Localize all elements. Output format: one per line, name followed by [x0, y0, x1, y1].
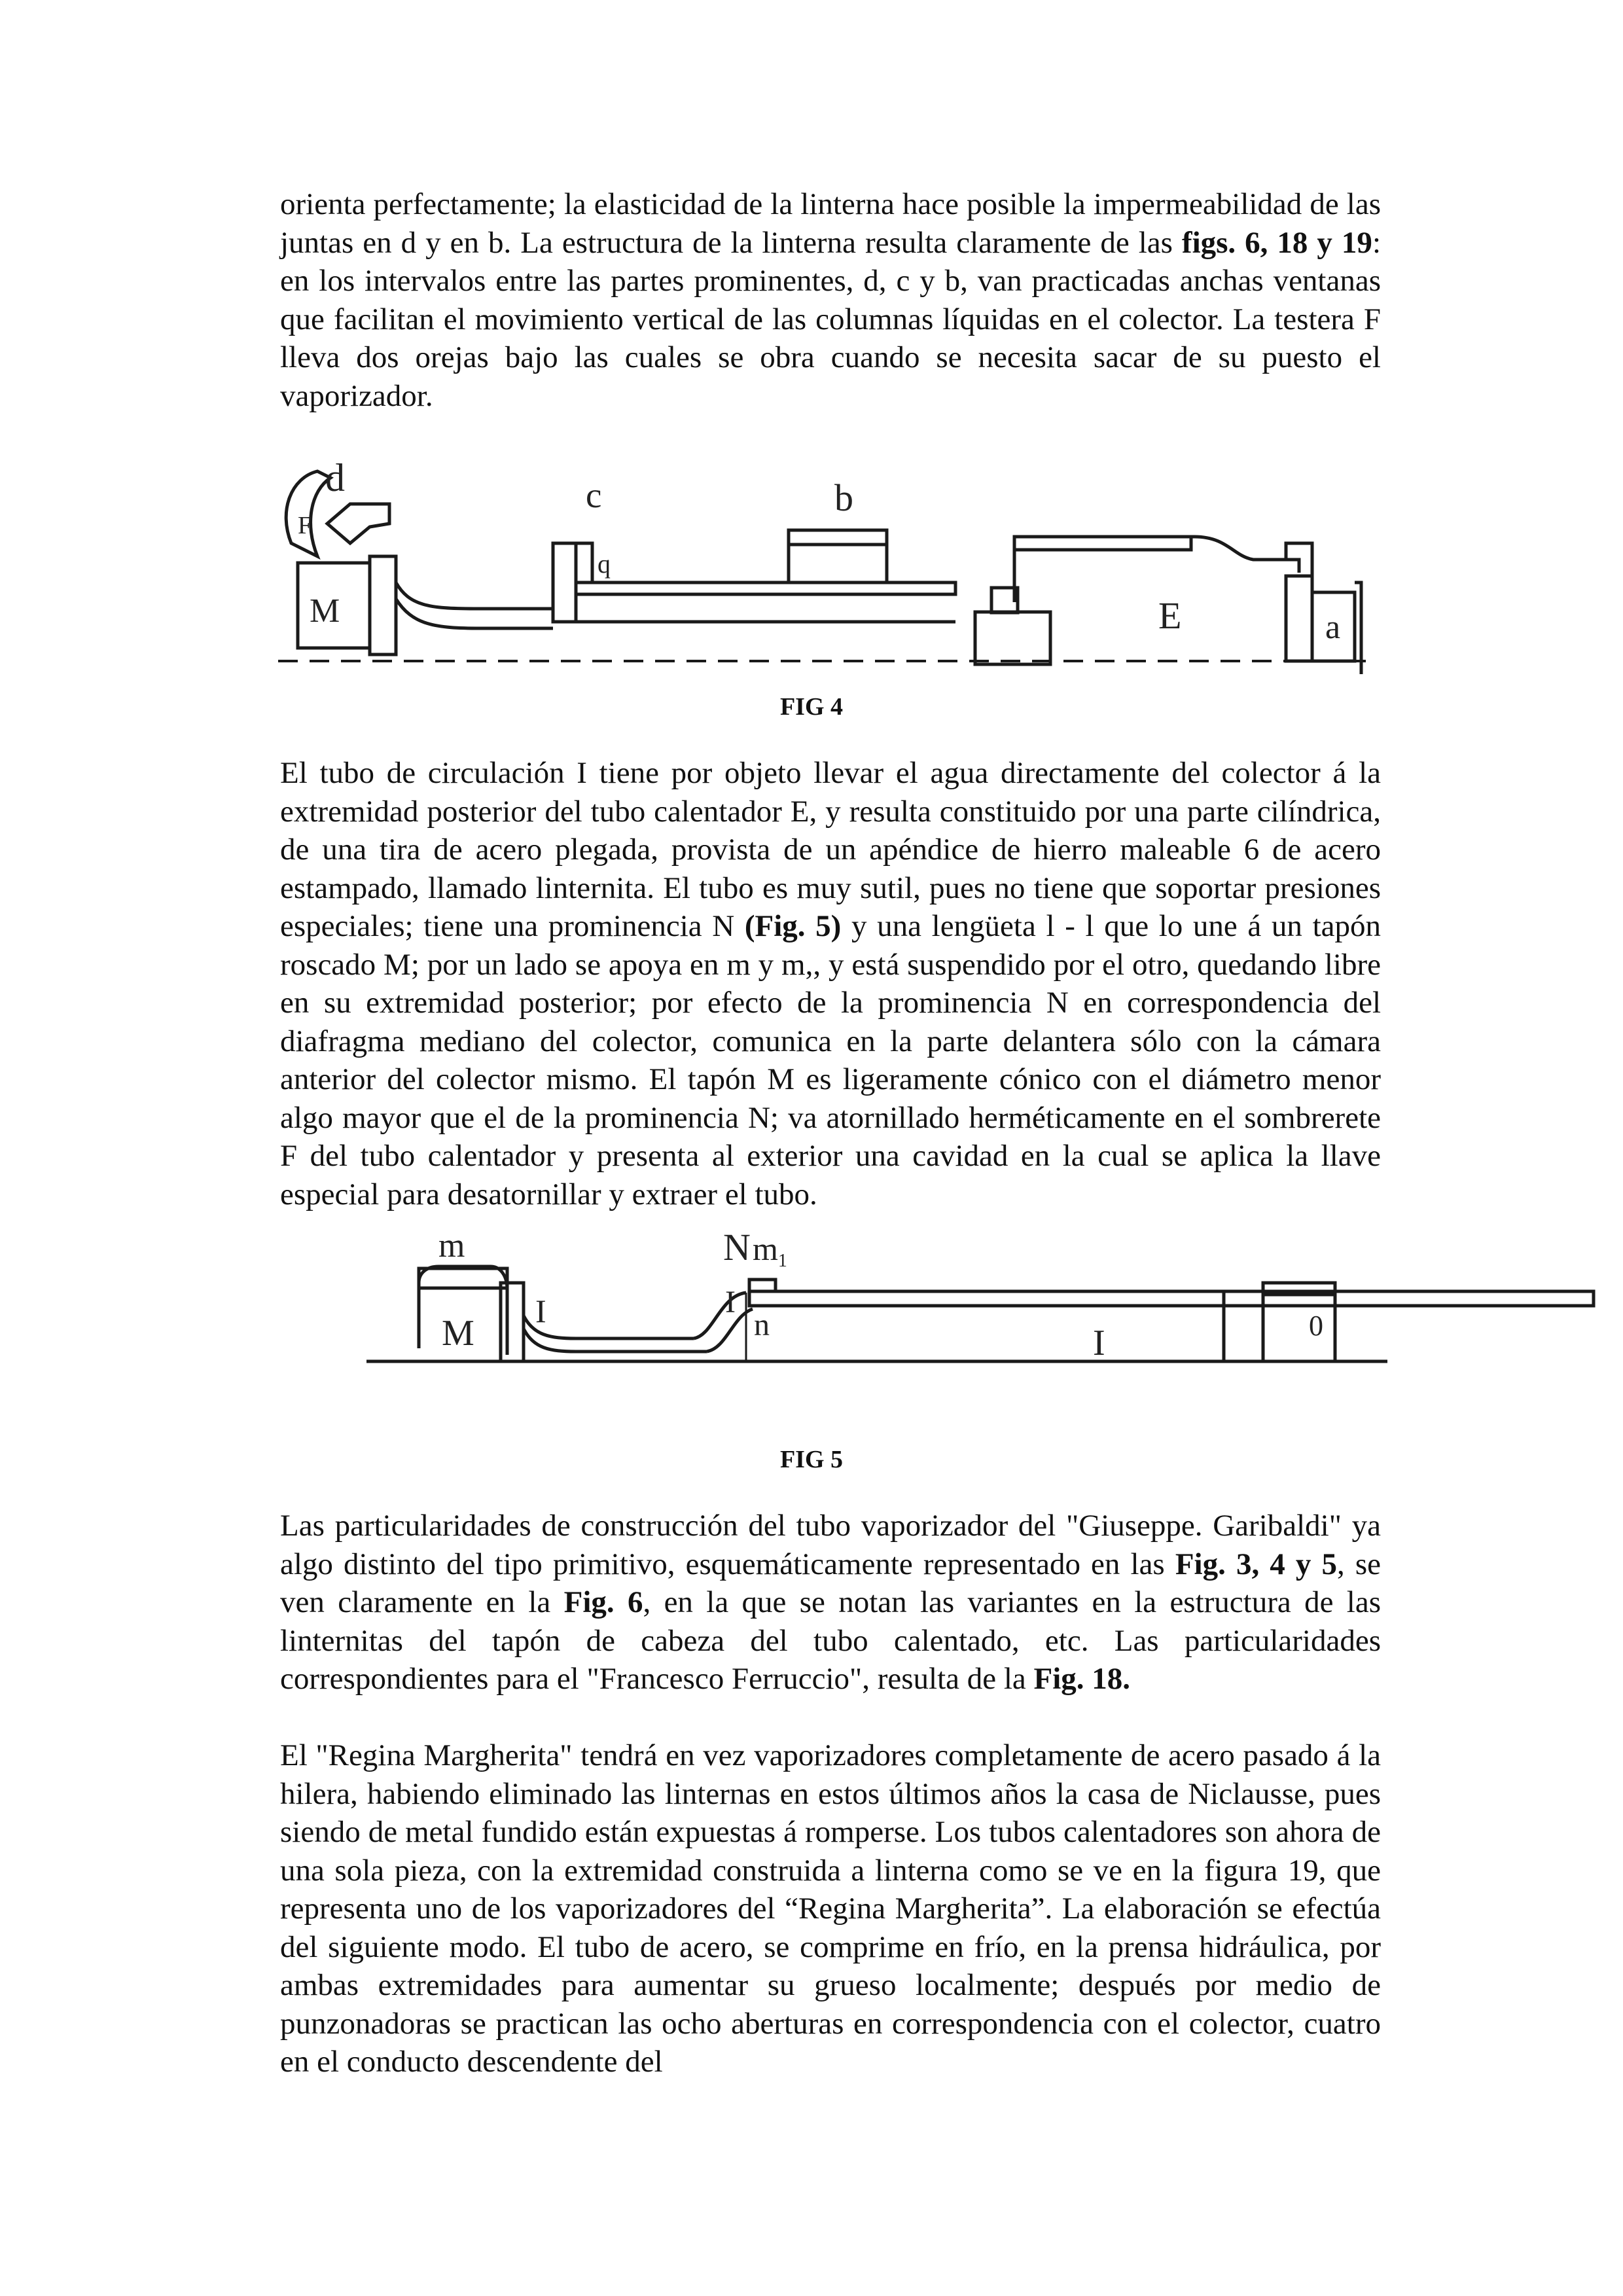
fig-18-ref: Fig. 18.: [1033, 1662, 1131, 1696]
figure-5-drawing: [366, 1226, 1387, 1401]
fig4-label-f: F: [298, 512, 312, 539]
fig5-label-m1: $m_1$: [753, 1230, 787, 1271]
fig4-label-q: q: [597, 549, 611, 579]
fig5-label-m-big: M: [442, 1313, 474, 1354]
fig4-label-d: d: [325, 456, 345, 499]
figure-5-caption: FIG 5: [779, 1446, 844, 1473]
paragraph-2: [280, 754, 1381, 1213]
paragraph-1-text-cont: : en los intervalos entre las partes prominentes, d, c y b, van practicadas anchas ventanas que facilitan el movimiento vertical de las columnas líquidas en el colector. La testera F lleva dos orejas bajo las cuales se obra cuando se necesita sacar de su puesto el vaporizador.: [280, 225, 1381, 413]
paragraph-1: [280, 185, 1381, 415]
paragraph-4-text: El "Regina Margherita" tendrá en vez vaporizadores completamente de acero pasado á la hilera, habiendo eliminado las linternas en estos últimos años la casa de Niclausse, pues siendo de metal fundido están expuestas á romperse. Los tubos calentadores son ahora de una sola pieza, con la extremidad construida a linterna como se ve en la figura 19, que representa uno de los vaporizadores del “Regina Margherita”. La elaboración se efectúa del siguiente modo. El tubo de acero, se comprime en frío, en la prensa hidráulica, por ambas extremidades para aumentar su grueso localmente; después por medio de punzonadoras se practican las ocho aberturas en correspondencia con el colector, cuatro en el conducto descendente del: [280, 1738, 1381, 2079]
fig4-label-m: M: [310, 592, 340, 630]
paragraph-2-text: El tubo de circulación I tiene por objeto llevar el agua directamente del colector á la extremidad posterior del tubo calentador E, y resulta constituido por una parte cilíndrica, de una tira de acero plegada, provista de un apéndice de hierro maleable 6 de acero estampado, llamado linternita. El tubo es muy sutil, pues no tiene que soportar presiones especiales; tiene una prominencia N: [280, 756, 1381, 943]
fig5-label-m: m: [438, 1227, 465, 1265]
fig4-label-b: b: [834, 476, 853, 519]
figure-4-caption: FIG 4: [779, 693, 844, 721]
paragraph-2-text-cont: y una lengüeta l - l que lo une á un tapón roscado M; por un lado se apoya en m y m,, y está suspendido por el otro, quedando libre en su extremidad posterior; por efecto de la prominencia N en correspondencia del diafragma mediano del colector, comunica en la parte delantera sólo con la cámara anterior del colector mismo. El tapón M es ligeramente cónico con el diámetro menor algo mayor que el de la prominencia N; va atornillado herméticamente en el sombrerete F del tubo calentador y presenta al exterior una cavidad en la cual se aplica la llave especial para desatornillar y extraer el tubo.: [280, 909, 1381, 1211]
fig5-label-o: 0: [1309, 1310, 1323, 1342]
paragraph-3-text: Las particularidades de construcción del tubo vaporizador del "Giuseppe. Garibaldi" ya algo distinto del tipo primitivo, esquemáticamente representado en las: [280, 1509, 1381, 1581]
paragraph-4: [280, 1736, 1381, 2081]
fig4-label-a: a: [1325, 609, 1341, 646]
fig5-label-n-small: n: [754, 1308, 770, 1342]
paragraph-3-text-c: , en la que se notan las variantes en la estructura de las linternitas del tapón de cabeza del tubo calentado, etc. Las particularidades correspondientes para el "Francesco Ferruccio", resulta de la: [280, 1585, 1381, 1696]
fig5-label-i-right: I: [1093, 1323, 1105, 1363]
fig5-label-i-left: I: [535, 1293, 546, 1329]
fig5-label-n-big: N: [723, 1226, 751, 1268]
fig-5-ref: (Fig. 5): [744, 909, 842, 943]
paragraph-1-text: orienta perfectamente; la elasticidad de la linterna hace posible la impermeabilidad de las juntas en d y en b. La estructura de la linterna resulta claramente de las: [280, 187, 1381, 260]
fig-3-4-5-ref: Fig. 3, 4 y 5: [1175, 1547, 1337, 1581]
fig-6-ref: Fig. 6: [563, 1585, 643, 1619]
fig5-label-i-mid: I: [725, 1285, 736, 1319]
fig4-label-e: E: [1158, 594, 1182, 637]
figure-4-drawing: [278, 452, 1378, 681]
fig4-label-c: c: [586, 475, 602, 515]
paragraph-3-text-b: , se ven claramente en la: [280, 1547, 1381, 1619]
figs-6-18-19-ref: figs. 6, 18 y 19: [1181, 225, 1372, 260]
paragraph-3: [280, 1507, 1381, 1698]
